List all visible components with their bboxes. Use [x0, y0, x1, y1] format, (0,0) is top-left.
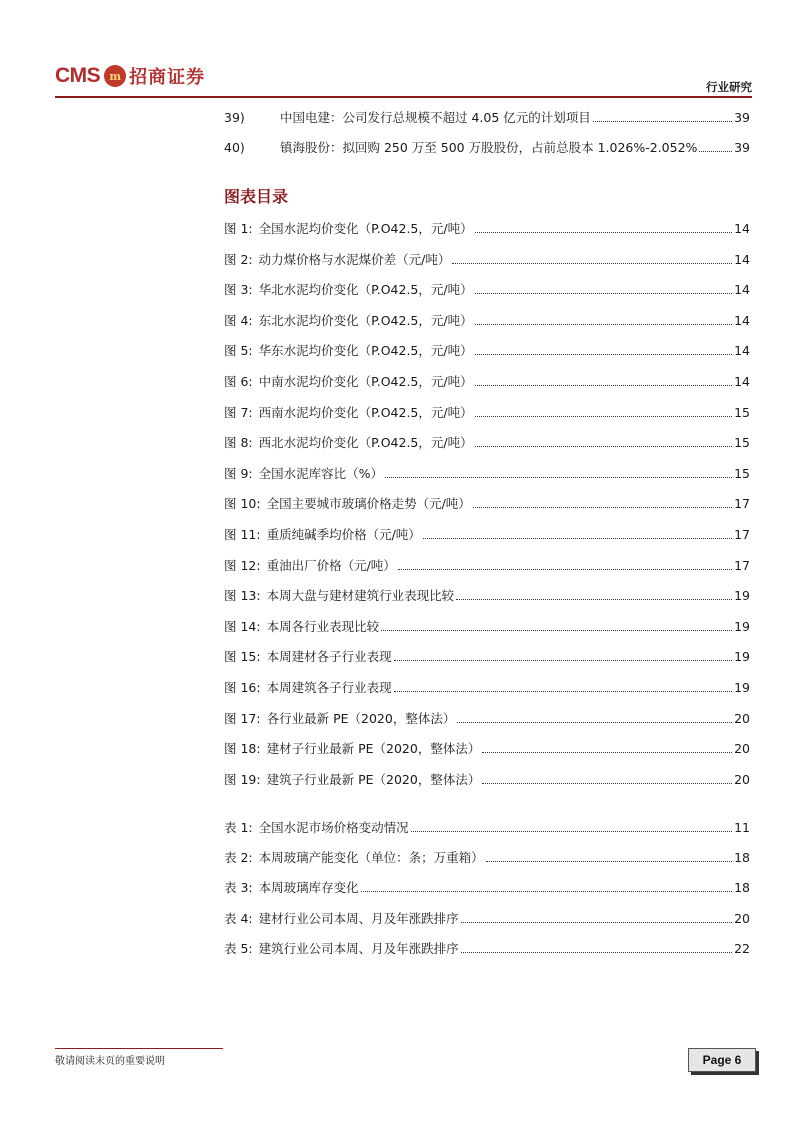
toc-entry-page: 15	[734, 435, 750, 451]
toc-entry-label: 图 12:	[224, 557, 261, 573]
toc-entry-title: 西南水泥均价变化（P.O42.5，元/吨）	[258, 404, 473, 420]
toc-entry-page: 20	[734, 771, 750, 787]
toc-entry-label: 40)	[224, 140, 245, 155]
page-header	[55, 52, 752, 98]
dot-leader	[452, 263, 732, 264]
toc-entry-label: 图 16:	[224, 680, 261, 695]
toc-entry-title: 华北水泥均价变化（P.O42.5，元/吨）	[258, 282, 473, 298]
toc-entry-page: 19	[734, 649, 750, 665]
toc-entry-page: 39	[734, 140, 750, 155]
dot-leader	[423, 538, 732, 539]
toc-entry[interactable]	[224, 339, 750, 359]
toc-entry-title: 中南水泥均价变化（P.O42.5，元/吨）	[258, 374, 473, 389]
logo-company-name: 招商证券	[129, 67, 206, 88]
toc-entry-label: 图 17:	[224, 710, 261, 726]
dot-leader	[456, 599, 732, 600]
toc-entry[interactable]	[224, 523, 750, 543]
toc-entry-page: 19	[734, 680, 750, 695]
toc-entry-page: 17	[734, 557, 750, 573]
toc-entry-title: 全国水泥库容比（%）	[258, 465, 384, 481]
toc-entry-title: 本周玻璃产能变化（单位：条；万重箱）	[258, 850, 484, 866]
toc-entry[interactable]	[224, 737, 750, 757]
dot-leader	[461, 952, 732, 953]
dot-leader	[475, 416, 733, 417]
logo-seal-icon: m	[104, 65, 126, 87]
toc-entry-title: 动力煤价格与水泥煤价差（元/吨）	[258, 251, 451, 267]
toc-entry-title: 华东水泥均价变化（P.O42.5，元/吨）	[258, 343, 473, 359]
toc-entry-title: 本周大盘与建材建筑行业表现比较	[266, 588, 455, 604]
toc-entry-page: 19	[734, 618, 750, 634]
header-divider	[55, 96, 752, 98]
toc-entry-label: 39)	[224, 110, 245, 125]
dot-leader	[475, 293, 733, 294]
logo-text: CMS	[55, 64, 101, 87]
dot-leader	[398, 569, 732, 570]
toc-entry-page: 39	[734, 110, 750, 125]
toc-entry-label: 图 13:	[224, 588, 261, 604]
toc-entry-title: 本周建材各子行业表现	[266, 649, 392, 665]
dot-leader	[381, 630, 732, 631]
dot-leader	[473, 507, 732, 508]
toc-entry-page: 15	[734, 404, 750, 420]
toc-entry-label: 表 5:	[224, 940, 253, 956]
toc-entry-page: 22	[734, 940, 750, 956]
toc-entry[interactable]	[224, 431, 750, 451]
toc-entry[interactable]	[224, 846, 750, 866]
toc-entry-label: 图 10:	[224, 496, 261, 512]
toc-entry-title: 镇海股份：拟回购 250 万至 500 万股股份，占前总股本 1.026%-2.052%	[280, 140, 698, 155]
toc-entry[interactable]	[224, 816, 750, 836]
report-type-label: 行业研究	[706, 80, 752, 94]
toc-entry-label: 图 3:	[224, 282, 253, 298]
toc-entry[interactable]	[224, 615, 750, 635]
dot-leader	[411, 831, 732, 832]
toc-entry-page: 17	[734, 496, 750, 512]
toc-entry-title: 建材子行业最新 PE（2020，整体法）	[266, 741, 481, 757]
toc-entry-title: 全国水泥市场价格变动情况	[258, 820, 409, 835]
toc-entry-page: 14	[734, 251, 750, 267]
dot-leader	[482, 752, 732, 753]
toc-entry[interactable]	[224, 106, 750, 126]
toc-entry[interactable]	[224, 645, 750, 665]
toc-entry[interactable]	[224, 768, 750, 788]
toc-entry-label: 图 11:	[224, 527, 261, 542]
toc-entry-page: 14	[734, 221, 750, 236]
toc-entry-page: 17	[734, 527, 750, 542]
toc-entry-title: 建筑子行业最新 PE（2020，整体法）	[266, 771, 481, 787]
toc-entry-title: 东北水泥均价变化（P.O42.5，元/吨）	[258, 312, 473, 328]
toc-entry-title: 中国电建：公司发行总规模不超过 4.05 亿元的计划项目	[280, 110, 591, 125]
toc-entry-page: 20	[734, 741, 750, 757]
toc-entry-title: 建筑行业公司本周、月及年涨跌排序	[258, 940, 459, 956]
dot-leader	[475, 324, 733, 325]
toc-entry-page: 18	[734, 850, 750, 866]
toc-entry-page: 20	[734, 710, 750, 726]
toc-entry-title: 重油出厂价格（元/吨）	[266, 557, 396, 573]
toc-entry[interactable]	[224, 462, 750, 482]
toc-entry[interactable]	[224, 370, 750, 390]
dot-leader	[361, 891, 732, 892]
toc-entry[interactable]	[224, 907, 750, 927]
figures-heading: 图表目录	[224, 187, 289, 206]
toc-entry-page: 14	[734, 282, 750, 298]
dot-leader	[486, 861, 732, 862]
dot-leader	[385, 477, 732, 478]
toc-entry[interactable]	[224, 584, 750, 604]
footer-divider	[55, 1048, 223, 1049]
dot-leader	[475, 385, 733, 386]
toc-entry-page: 11	[734, 820, 750, 835]
toc-entry[interactable]	[224, 248, 750, 268]
dot-leader	[475, 232, 733, 233]
toc-entry-title: 西北水泥均价变化（P.O42.5，元/吨）	[258, 435, 473, 451]
toc-entry[interactable]	[224, 136, 750, 156]
toc-entry-page: 15	[734, 465, 750, 481]
toc-entry-label: 表 4:	[224, 910, 253, 926]
toc-entry-title: 本周建筑各子行业表现	[266, 680, 392, 695]
toc-entry-label: 图 5:	[224, 343, 253, 359]
footer-disclaimer: 敬请阅读末页的重要说明	[55, 1056, 165, 1067]
toc-entry-title: 全国水泥均价变化（P.O42.5，元/吨）	[258, 221, 473, 236]
toc-entry[interactable]	[224, 278, 750, 298]
toc-entry-title: 重质纯碱季均价格（元/吨）	[266, 527, 421, 542]
cms-logo	[55, 62, 205, 90]
toc-entry-label: 表 2:	[224, 850, 253, 866]
dot-leader	[699, 151, 732, 152]
toc-entry[interactable]	[224, 876, 750, 896]
toc-entry[interactable]	[224, 937, 750, 957]
toc-entry-page: 19	[734, 588, 750, 604]
toc-entry-title: 各行业最新 PE（2020，整体法）	[266, 710, 456, 726]
toc-entry-label: 图 6:	[224, 374, 253, 389]
toc-entry-title: 本周玻璃库存变化	[258, 880, 359, 896]
toc-entry-label: 图 9:	[224, 465, 253, 481]
toc-entry-label: 图 19:	[224, 771, 261, 787]
toc-entry[interactable]	[224, 707, 750, 727]
toc-entry[interactable]	[224, 554, 750, 574]
dot-leader	[457, 722, 732, 723]
toc-entry[interactable]	[224, 309, 750, 329]
dot-leader	[475, 354, 733, 355]
toc-entry-title: 本周各行业表现比较	[266, 618, 380, 634]
dot-leader	[461, 922, 732, 923]
toc-entry-title: 全国主要城市玻璃价格走势（元/吨）	[266, 496, 471, 512]
toc-entry-page: 14	[734, 374, 750, 389]
toc-entry-label: 图 7:	[224, 404, 253, 420]
dot-leader	[482, 783, 732, 784]
toc-entry-label: 图 18:	[224, 741, 261, 757]
dot-leader	[593, 121, 732, 122]
toc-entry-page: 20	[734, 910, 750, 926]
dot-leader	[394, 691, 732, 692]
toc-entry-page: 18	[734, 880, 750, 896]
dot-leader	[475, 446, 733, 447]
toc-entry-page: 14	[734, 343, 750, 359]
toc-entry-label: 表 1:	[224, 820, 253, 835]
page-number-badge: Page 6	[688, 1048, 756, 1072]
toc-entry-label: 图 2:	[224, 251, 253, 267]
toc-entry-label: 图 1:	[224, 221, 253, 236]
dot-leader	[394, 660, 732, 661]
toc-entry[interactable]	[224, 676, 750, 696]
toc-entry-label: 表 3:	[224, 880, 253, 896]
toc-entry-label: 图 14:	[224, 618, 261, 634]
toc-entry-title: 建材行业公司本周、月及年涨跌排序	[258, 910, 459, 926]
toc-entry-label: 图 15:	[224, 649, 261, 665]
toc-entry-page: 14	[734, 312, 750, 328]
toc-entry[interactable]	[224, 492, 750, 512]
toc-entry[interactable]	[224, 401, 750, 421]
toc-entry[interactable]	[224, 217, 750, 237]
toc-entry-label: 图 8:	[224, 435, 253, 451]
toc-entry-label: 图 4:	[224, 312, 253, 328]
